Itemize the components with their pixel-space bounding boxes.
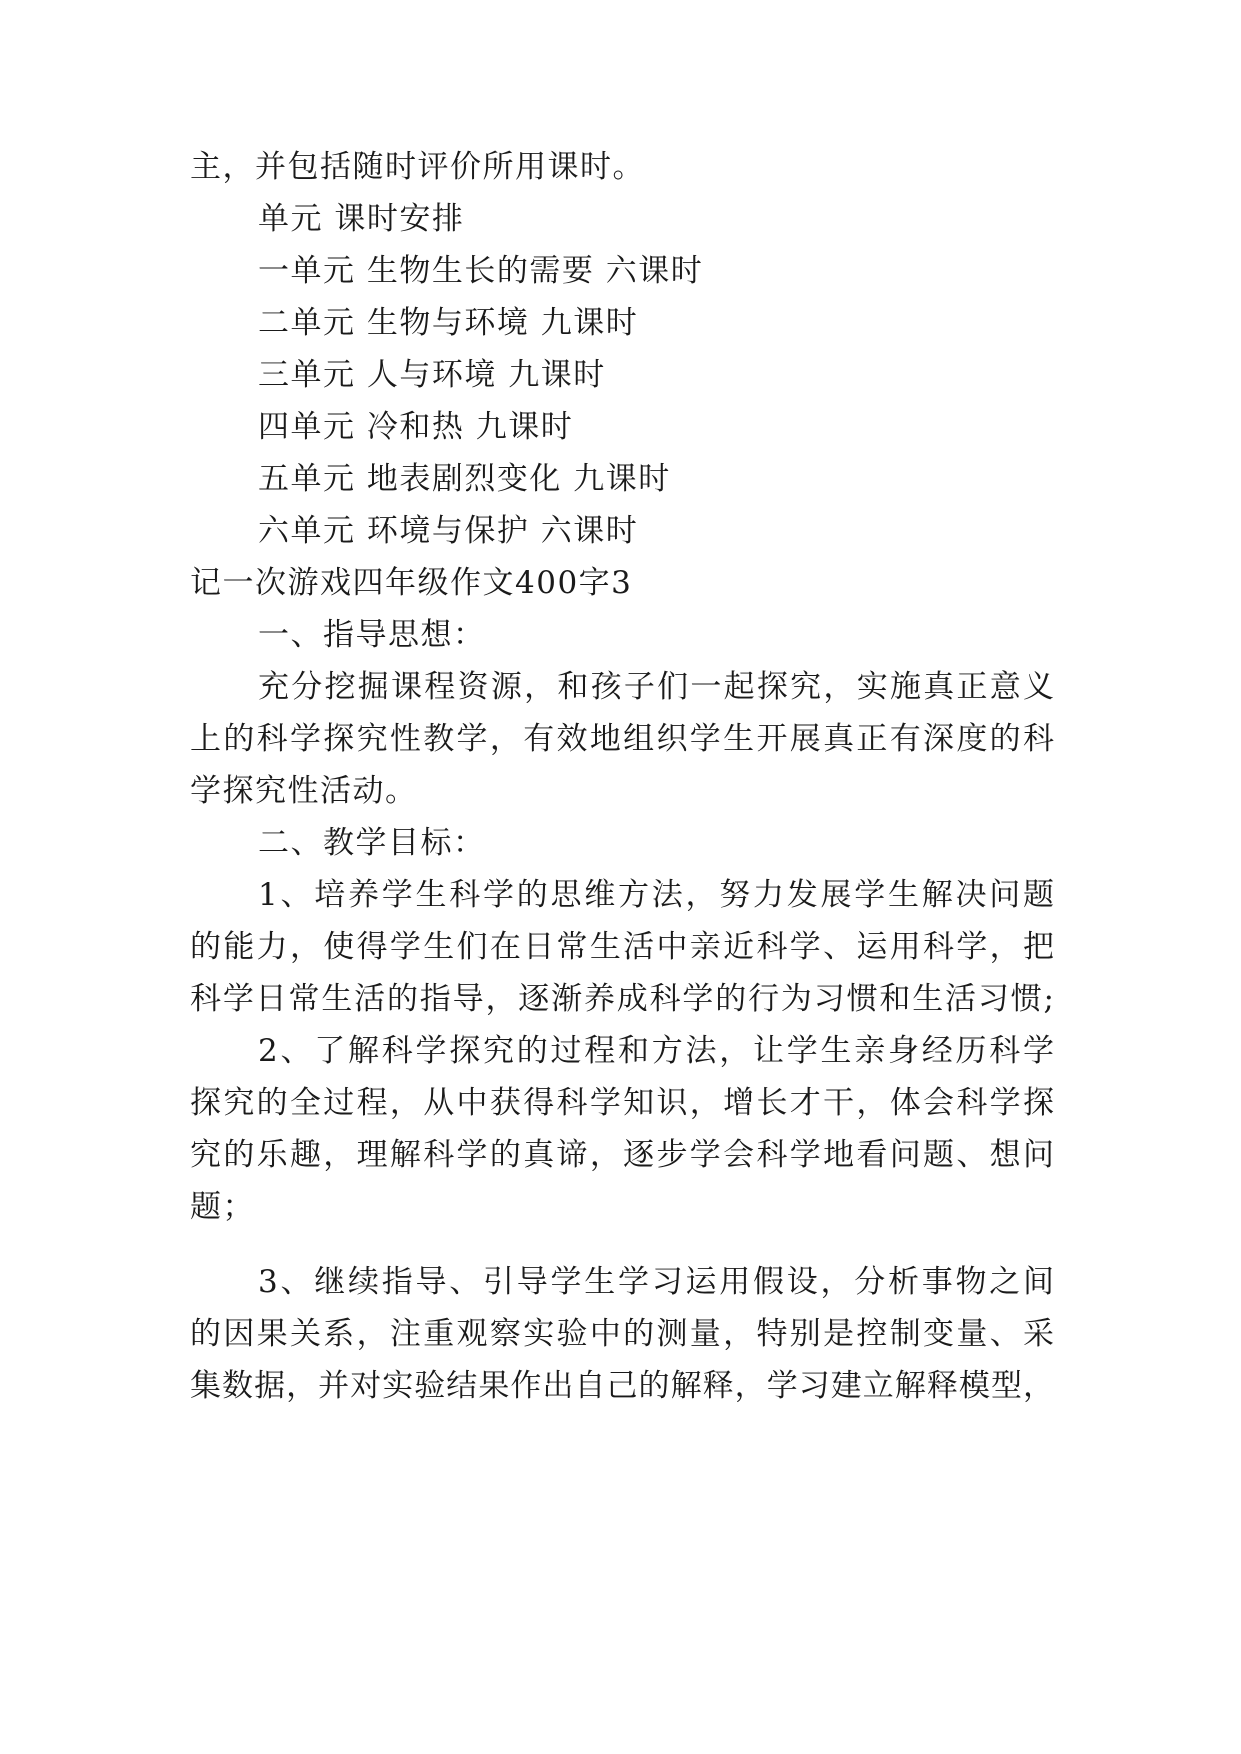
text-line: 集数据，并对实验结果作出自己的解释，学习建立解释模型， — [190, 1368, 1054, 1404]
text-line: 主，并包括随时评价所用课时。 — [190, 149, 645, 185]
text-line: 二、教学目标： — [258, 825, 486, 861]
text-line: 五单元 地表剧烈变化 九课时 — [258, 461, 671, 497]
text-line: 3、继续指导、引导学生学习运用假设，分析事物之间 — [258, 1264, 1054, 1300]
text-line: 一、指导思想： — [258, 617, 486, 653]
text-line: 题； — [190, 1189, 255, 1225]
text-line: 2、了解科学探究的过程和方法，让学生亲身经历科学 — [258, 1033, 1054, 1069]
text-line: 四单元 冷和热 九课时 — [258, 409, 574, 445]
text-line: 学探究性活动。 — [190, 773, 418, 809]
text-line: 六单元 环境与保护 六课时 — [258, 513, 639, 549]
text-line: 一单元 生物生长的需要 六课时 — [258, 253, 704, 289]
text-line: 的因果关系，注重观察实验中的测量，特别是控制变量、采 — [190, 1316, 1054, 1352]
text-line: 二单元 生物与环境 九课时 — [258, 305, 639, 341]
text-line: 探究的全过程，从中获得科学知识，增长才干，体会科学探 — [190, 1085, 1054, 1121]
text-line: 上的科学探究性教学，有效地组织学生开展真正有深度的科 — [190, 721, 1054, 757]
text-line: 充分挖掘课程资源，和孩子们一起探究，实施真正意义 — [258, 669, 1054, 705]
text-line: 单元 课时安排 — [258, 201, 465, 237]
text-line: 的能力，使得学生们在日常生活中亲近科学、运用科学，把 — [190, 929, 1054, 965]
text-line: 1、培养学生科学的思维方法，努力发展学生解决问题 — [258, 877, 1054, 913]
text-line: 三单元 人与环境 九课时 — [258, 357, 606, 393]
text-line: 究的乐趣，理解科学的真谛，逐步学会科学地看问题、想问 — [190, 1137, 1054, 1173]
text-line: 科学日常生活的指导，逐渐养成科学的行为习惯和生活习惯; — [190, 981, 1054, 1017]
section-heading: 记一次游戏四年级作文400字3 — [190, 565, 633, 601]
